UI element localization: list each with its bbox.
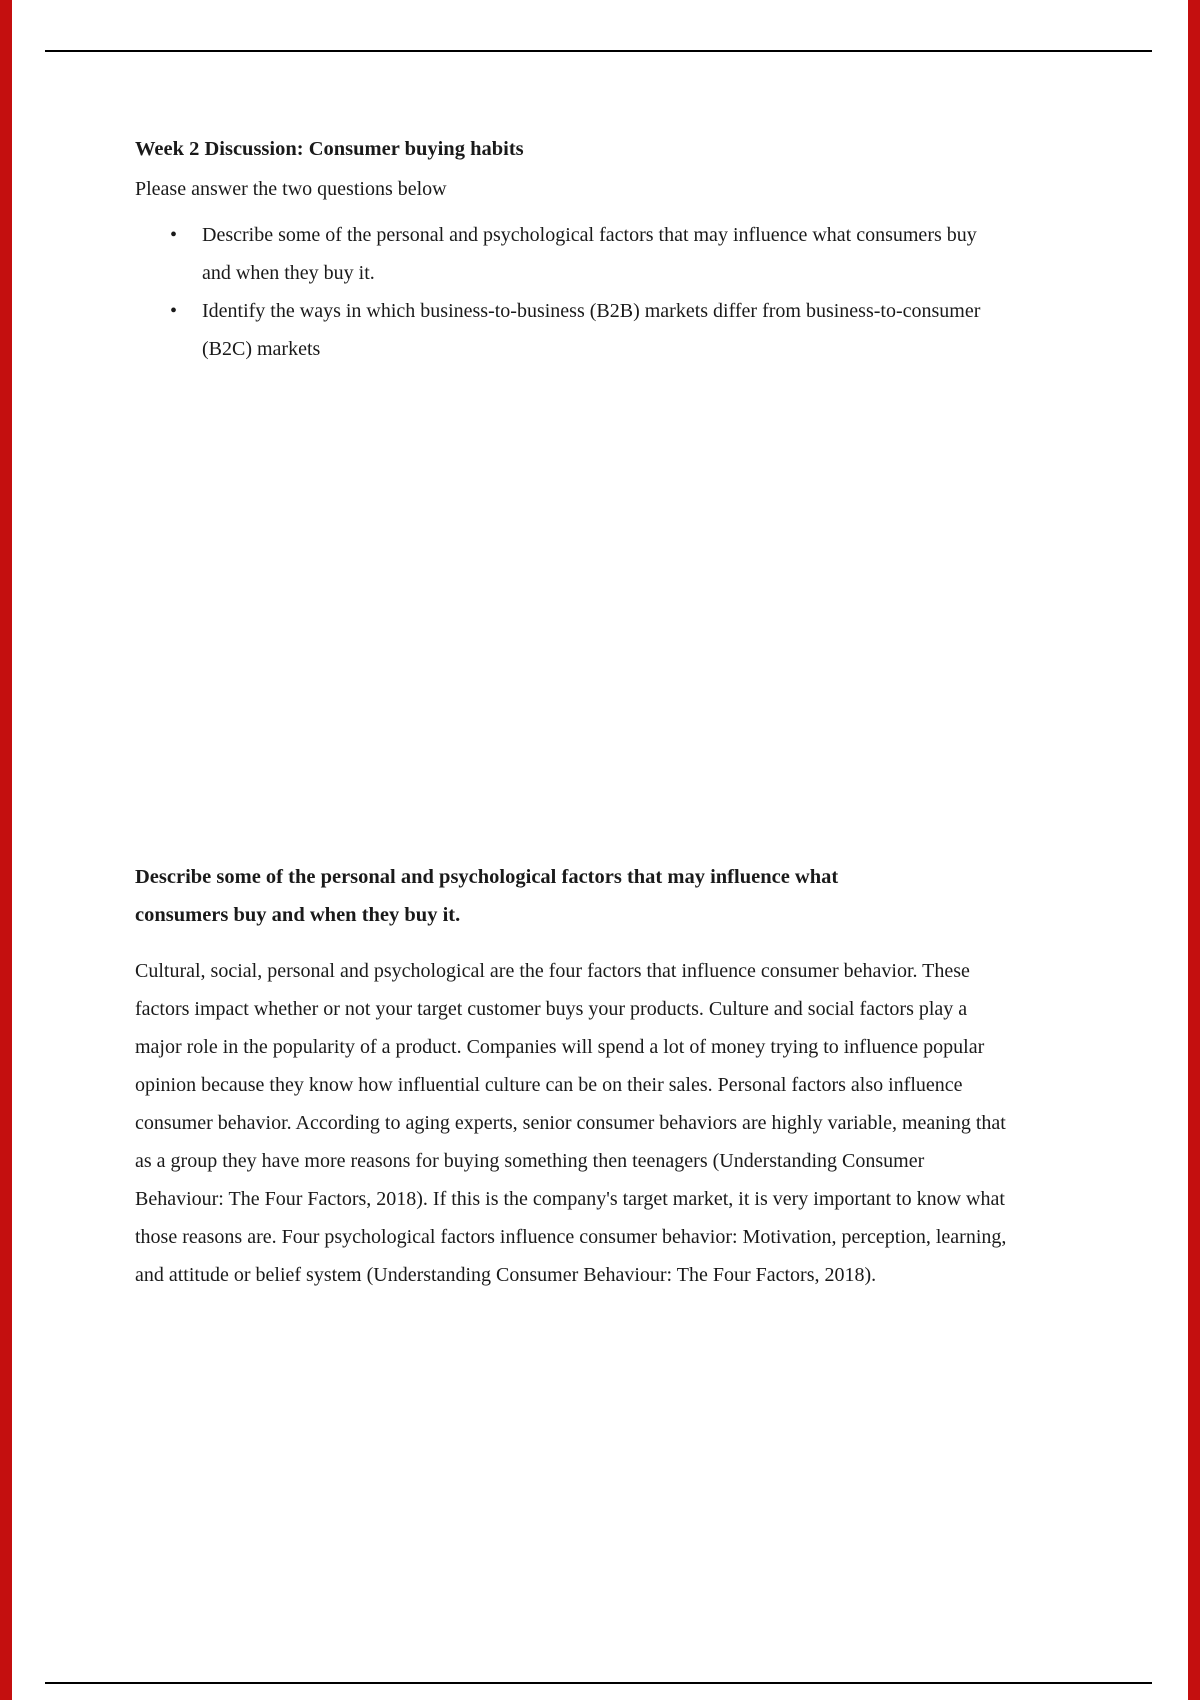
document-title: Week 2 Discussion: Consumer buying habits <box>135 138 524 160</box>
intro-text: Please answer the two questions below <box>135 178 447 200</box>
bullet-icon: • <box>170 300 178 322</box>
question-2-text: Identify the ways in which business-to-business (B2B) markets differ from business-to-consumer (B2C) markets <box>202 300 981 360</box>
bottom-rule <box>45 1682 1152 1684</box>
page-edge-right <box>1188 0 1200 1700</box>
question-1-text: Describe some of the personal and psychological factors that may influence what consumers buy and when they buy it. <box>202 224 977 284</box>
question-list <box>135 216 1010 368</box>
list-item <box>135 216 1010 292</box>
list-item <box>135 292 1010 368</box>
bullet-icon: • <box>170 224 178 246</box>
page-edge-left <box>0 0 12 1700</box>
section-heading: Describe some of the personal and psychological factors that may influence what consumers buy and when they buy it. <box>135 866 839 926</box>
document-content <box>135 0 1010 1294</box>
answer-paragraph: Cultural, social, personal and psychological are the four factors that influence consumer behavior. These factors impact whether or not your target customer buys your products. Culture and social factors play a major role in the popularity of a product. Companies will spend a lot of money trying to influence popular opinion because they know how influential culture can be on their sales. Personal factors also influence consumer behavior. According to aging experts, senior consumer behaviors are highly variable, meaning that as a group they have more reasons for buying something then teenagers (Understanding Consumer Behaviour: The Four Factors, 2018). If this is the company's target market, it is very important to know what those reasons are. Four psychological factors influence consumer behavior: Motivation, perception, learning, and attitude or belief system (Understanding Consumer Behaviour: The Four Factors, 2018). <box>135 960 1007 1286</box>
